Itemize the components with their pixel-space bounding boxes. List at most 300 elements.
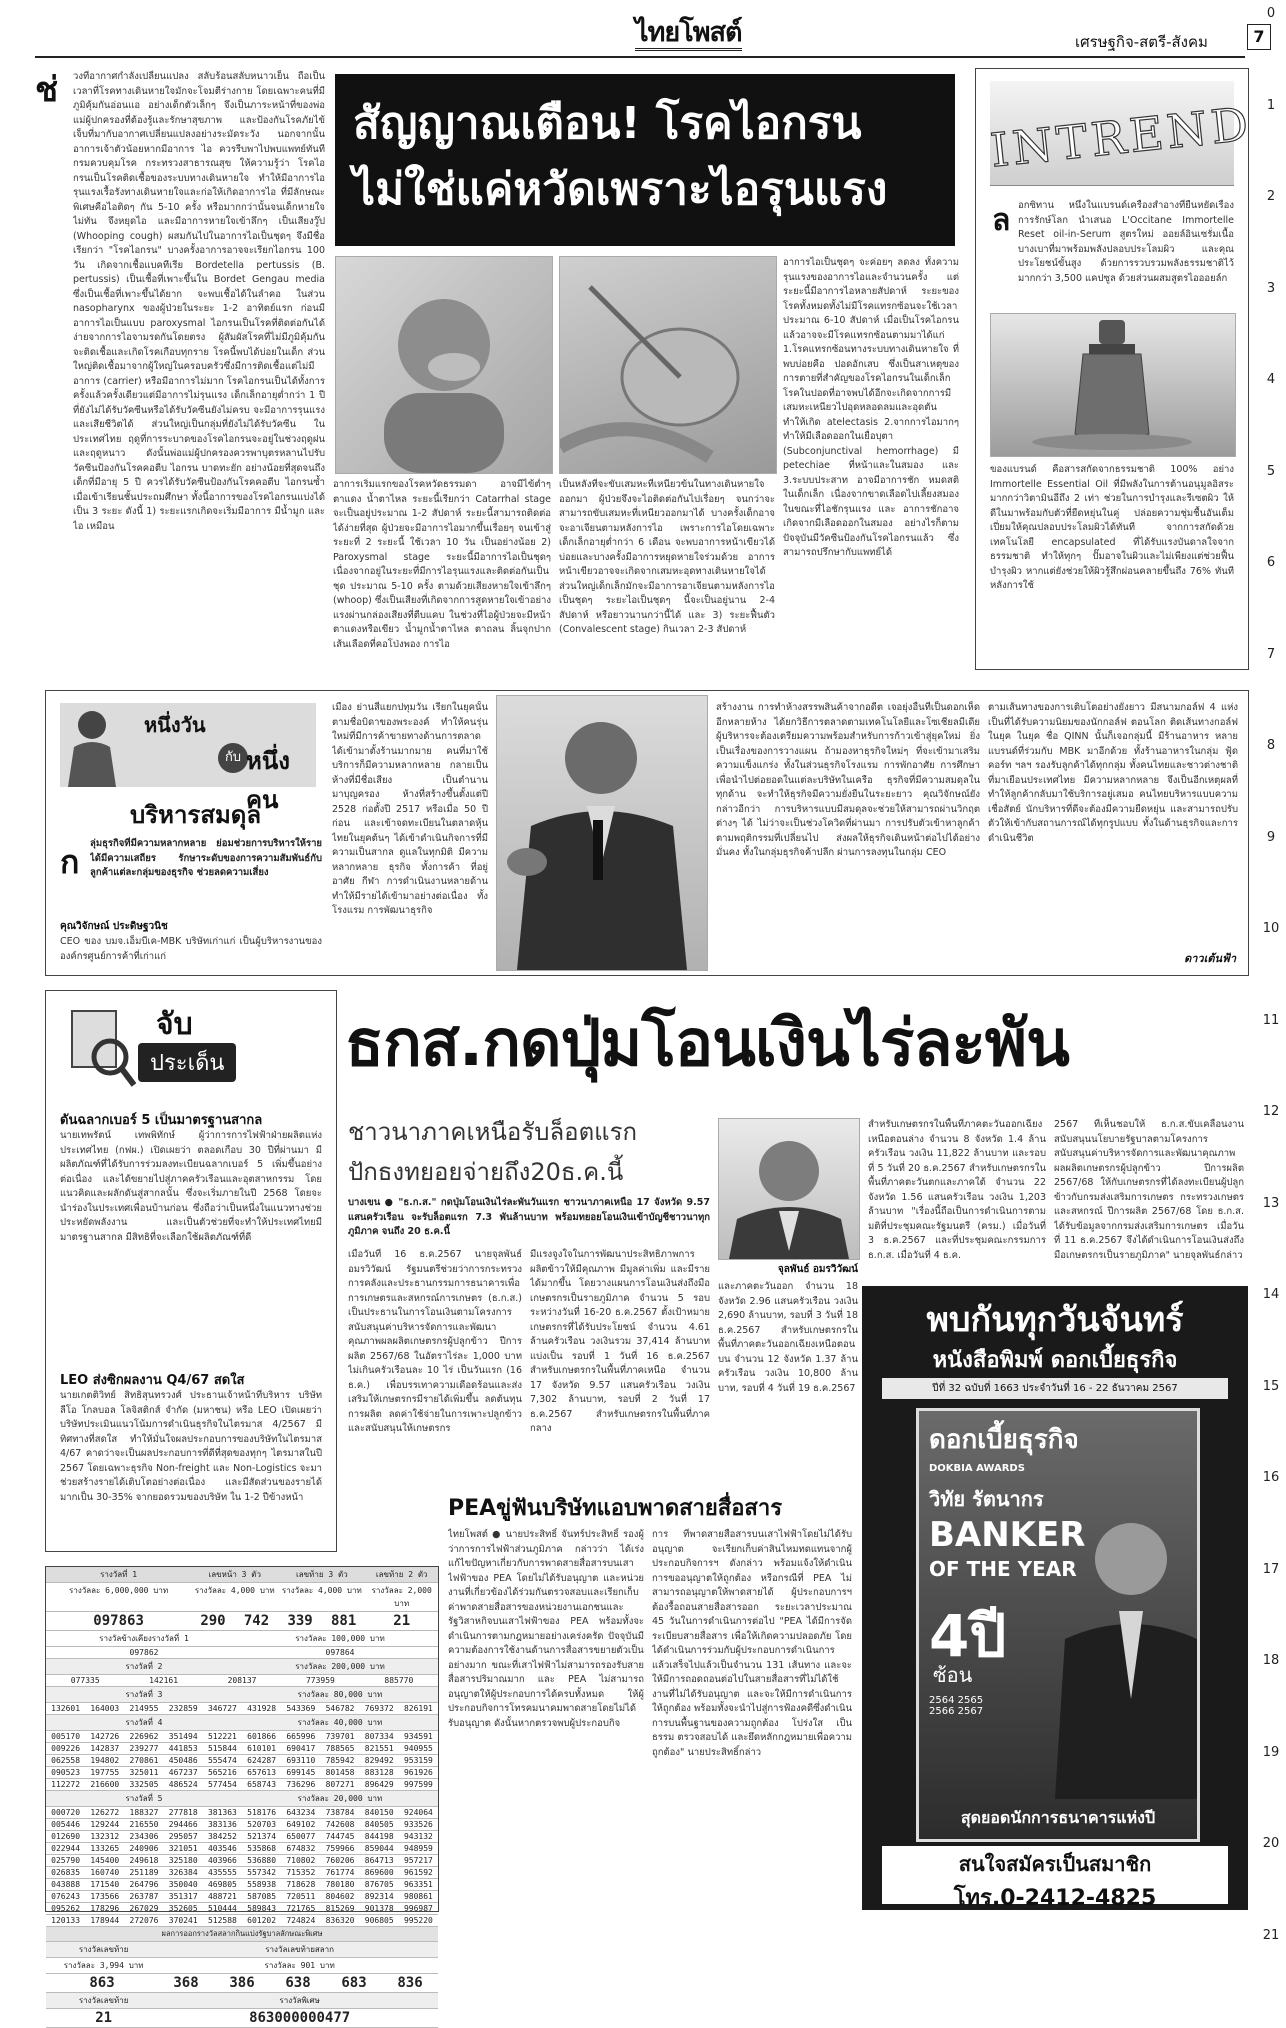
- ad-title: พบกันทุกวันจันทร์: [926, 1300, 1184, 1340]
- lottery-cell: 864713: [364, 1856, 394, 1865]
- lottery-row: [46, 1779, 438, 1791]
- health-headline-line2: ไม่ใช่แค่หวัดเพราะไอรุนแรง: [353, 164, 888, 215]
- admin-col2: สร้างงาน การทำห้างสรรพสินค้าจากอดีต เจอยุ่งอื่นที่เป็นดอกเห็ดอีกหลายห้าง ได้ยกวิธีการตลาดตามเทคโนโลยีและโซเชียลมีเดีย ผู้บริหารจะต้องเตรียมความพร้อมสำหรับการก้าวเข้าสู่ยุคใหม่ ยิ่งเป็นเรื่องของการวางแผน ถ้ามองหาธุรกิจใหม่ๆ ที่จะเข้ามาเสริมความแข็งแกร่ง ทั้งในส่วนธุรกิจโรงแรม การพักอาศัย การศึกษา เพื่อนำไปต่อยอดในแต่ละบริษัทในเครือ ธุรกิจที่มีความสมดุลในทุกด้าน จะทำให้ธุรกิจมีความยั่งยืนในระยะยาว คุณวิจักษณ์ยังกล่าวอีกว่า การบริหารแบบมีสมดุลจะช่วยให้สามารถผ่านวิกฤตต่างๆ ได้ ไม่ว่าจะเป็นช่วงโควิดที่ผ่านมา การปรับตัวเข้าหาลูกค้า ตามพฤติกรรมที่เปลี่ยนไป ส่งผลให้ธุรกิจเดินหน้าต่อไปได้อย่างมั่นคง ทั้งในกลุ่มธุรกิจค้าปลีก ผ่านการลงทุนในกลุ่ม CEO: [716, 702, 980, 858]
- lottery-cell: 090523: [51, 1768, 81, 1777]
- lottery-cell: 995220: [403, 1916, 433, 1925]
- health-headline-line1: สัญญาณเตือน! โรคไอกรน: [353, 98, 862, 149]
- lottery-cell: เลขท้าย 3 ตัว: [296, 1570, 348, 1579]
- admin-logo-mid: กับ: [218, 743, 248, 773]
- lottery-cell: 263787: [129, 1892, 159, 1901]
- lottery-cell: รางวัลละ 6,000,000 บาท: [69, 1586, 169, 1595]
- lottery-cell: 863: [89, 1975, 115, 1991]
- case-item2-title: LEO ส่งซิกผลงาน Q4/67 สดใส: [60, 1373, 245, 1388]
- lottery-cell: 062558: [51, 1756, 81, 1765]
- lottery-cell: 145400: [90, 1856, 120, 1865]
- lottery-cell: เลขท้าย 2 ตัว: [375, 1570, 428, 1579]
- case-item1-title: ดันฉลากเบอร์ 5 เป็นมาตรฐานสากล: [60, 1113, 263, 1128]
- lottery-cell: 384252: [207, 1832, 237, 1841]
- lottery-cell: 277818: [168, 1808, 198, 1817]
- lottery-cell: 996987: [403, 1904, 433, 1913]
- lottery-cell: รางวัลละ 901 บาท: [264, 1961, 335, 1970]
- lottery-cell: รางวัลเลขท้าย: [78, 1945, 129, 1954]
- lottery-winning-number: 290: [200, 1613, 226, 1629]
- lottery-cell: 761774: [325, 1868, 355, 1877]
- lottery-cell: 773959: [305, 1676, 335, 1685]
- lottery-cell: รางวัลที่ 3: [125, 1690, 163, 1699]
- lottery-cell: 005446: [51, 1820, 81, 1829]
- lottery-cell: 132601: [51, 1704, 81, 1713]
- lottery-row: [46, 1687, 438, 1703]
- lottery-cell: 650077: [286, 1832, 316, 1841]
- lottery-cell: 270861: [129, 1756, 159, 1765]
- ruler-mark: 3: [1266, 280, 1276, 296]
- lottery-row: [46, 1647, 438, 1659]
- lottery-cell: 216600: [90, 1780, 120, 1789]
- lottery-cell: 840150: [364, 1808, 394, 1817]
- lottery-cell: 512588: [207, 1916, 237, 1925]
- lottery-row: [46, 1791, 438, 1807]
- lottery-cell: 892314: [364, 1892, 394, 1901]
- lottery-cell: 589843: [247, 1904, 277, 1913]
- lottery-cell: 171540: [90, 1880, 120, 1889]
- lottery-row: [46, 1767, 438, 1779]
- intrend-logo-band: [987, 81, 1255, 186]
- lottery-cell: รางวัลละ 40,000 บาท: [297, 1718, 383, 1727]
- lottery-row: [46, 1974, 438, 1993]
- intrend-text-top: อกซิทาน หนึ่งในแบรนด์เครื่องสำอางที่ยืนหยัดเรื่องการรักษ์โลก นำเสนอ L'Occitane Immortelle Reset oil-in-Serum สูตรใหม่ ออยล์อินเซรั่มเนื้อบางเบาที่มาพร้อมพลังปลอบประโลมผิว และคุณประโยชน์ขั้นสูง ด้วยการรวบรวมพลังธรรมชาติไว้มากกว่า 3,500 แคปซูล ด้วยส่วนผสมสูตรไอออยล์ก: [1018, 200, 1234, 284]
- case-logo-bottom: ประเด็น: [138, 1043, 236, 1082]
- masthead: [35, 17, 1265, 58]
- case-item2-text: นายเกตติวิทย์ สิทธิสุนทรวงศ์ ประธานเจ้าหน้าที่บริหาร บริษัท ลีโอ โกลบอล โลจิสติกส์ จำกัด (มหาชน) หรือ LEO เปิดเผยว่า บริษัทประเมินแนวโน้มการดำเนินธุรกิจในไตรมาส 4/2567 มีทิศทางที่สดใส ทำให้มั่นใจผลประกอบการของบริษัทในไตรมาส 4/67 คาดว่าจะเป็นผลประกอบการที่ดีที่สุดของทุกๆ ไตรมาสในปี 2567 โดยเฉพาะธุรกิจ Non-freight และ Non-Logistics จะมาช่วยสร้างรายได้เติบโตอย่างต่อเนื่อง และมีสัดส่วนของรายได้มากเป็น 30-35% จากยอดรวมของบริษัท ใน 1-2 ปีข้างหน้า: [60, 1390, 322, 1503]
- lottery-cell: 120133: [51, 1916, 81, 1925]
- admin-col3: ตามเส้นทางของการเติบโตอย่างยั่งยาว มีสนามกอล์ฟ 4 แห่ง เป็นที่ได้รับความนิยมของนักกอล์ฟ ตอนโลก ติดเส้นทางกอล์ฟในยุค ในยุค ชื่อ QINN นั้นก็เจอกลุ่มนี้ มีร้านอาหาร หลายแบรนด์ที่ร่วมกับ MBK มาอีกด้วย ทั้งร้านอาหารในกลุ่ม ฟู้ดคอร์ท ฯลฯ รองรับลูกค้าได้ทุกกลุ่ม ทั้งคนไทยและชาวต่างชาติ ที่มาเยือนประเทศไทย มีความหลากหลาย จึงเป็นอีกเหตุผลที่ทำให้ลูกค้ากลับมาใช้บริการอยู่เสมอ คนไทยบริหารแบบความเชื่อสัตย์ นักบริหารที่ดีจะต้องมีความยืดหยุ่น และสามารถปรับตัวให้เข้ากับสถานการณ์ได้ทุกรูปแบบ ทั้งในด้านธุรกิจและการดำเนินชีวิต: [988, 702, 1238, 844]
- health-col2: อาการเริ่มแรกของโรคหวัดธรรมดา อาจมีไข้ต่ำๆ ตาแดง น้ำตาไหล ระยะนี้เรียกว่า Catarrhal stage จะเป็นอยู่ประมาณ 1-2 สัปดาห์ ระยะนี้สามารถติดต่อได้ง่ายที่สุด ผู้ป่วยจะมีอาการไอมากขึ้นเรื่อยๆ จนเข้าสู่ระยะที่ 2 ระยะนี้ ใช้เวลา 10 วัน เป็นอย่างน้อย 2) Paroxysmal stage ระยะนี้มีอาการไอเป็นชุดๆ เนื่องจากอยู่ในระยะที่มีการไอรุนแรงและติดต่อกันเป็นชุด ประมาณ 5-10 ครั้ง ตามด้วยเสียงหายใจเข้าลึกๆ (whoop) ซึ่งเป็นเสียงที่เกิดจากการสูดหายใจเข้าอย่างแรงผ่านกล่องเสียงที่ตีบแคบ ในช่วงที่ไอผู้ป่วยจะมีหน้าตาแดงหรือเขียว น้ำมูกน้ำตาไหล ตาถลน ลิ้นจุกปาก เส้นเลือดที่คอโป่งพอง การไอ: [333, 479, 551, 650]
- lottery-cell: 693110: [286, 1756, 316, 1765]
- lottery-cell: 232859: [168, 1704, 198, 1713]
- admin-drop-cap: ก: [60, 843, 80, 881]
- cover-sub: ซ้อน: [933, 1663, 973, 1687]
- ad-cta-box[interactable]: [882, 1846, 1228, 1911]
- lottery-cell: 469805: [207, 1880, 237, 1889]
- cover-headline2: OF THE YEAR: [929, 1557, 1077, 1581]
- lottery-row: [46, 1583, 438, 1612]
- health-col3: เป็นหลังที่จะขับเสมหะที่เหนียวข้นในทางเดินหายใจออกมา ผู้ป่วยจึงจะไอติดต่อกันไปเรื่อยๆ จนกว่าจะสามารถขับเสมหะที่เหนียวออกมาได้ บางครั้งเด็กอาจจะอาเจียนตามหลังการไอ เพราะการไอโดยเฉพาะเด็กเล็กอายุต่ำกว่า 6 เดือน จะพบอาการหน้าเขียวได้บ่อยและบางครั้งมีอาการหยุดหายใจร่วมด้วย อาการหน้าเขียวอาจจะเกิดจากเสมหะอุดทางเดินหายใจได้ ส่วนใหญ่เด็กเล็กมักจะมีอาการอาเจียนตามหลังการไอเป็นชุดๆ ระยะไอเป็นชุดๆ นี้จะเป็นอยู่นาน 2-4 สัปดาห์ หรือยาวนานกว่านี้ได้ และ 3) ระยะฟื้นตัว (Convalescent stage) กินเวลา 2-3 สัปดาห์: [559, 479, 775, 635]
- nebulizer-mask-icon: [560, 257, 776, 473]
- lottery-cell: 21: [95, 2010, 113, 2026]
- newspaper-logo: ไทยโพสต์: [635, 18, 742, 51]
- lottery-cell: 885770: [384, 1676, 414, 1685]
- intrend-drop-cap: ล: [992, 203, 1011, 238]
- lottery-cell: รางวัลละ 200,000 บาท: [295, 1662, 385, 1671]
- lottery-cell: 431928: [247, 1704, 277, 1713]
- lottery-cell: 699145: [286, 1768, 316, 1777]
- lottery-cell: 214955: [129, 1704, 159, 1713]
- dokbia-ad[interactable]: [862, 1286, 1248, 1910]
- lottery-cell: 142837: [90, 1744, 120, 1753]
- serum-bottle-icon: [991, 314, 1235, 456]
- admin-intro: CEO ของ บมจ.เอ็มบีเค-MBK บริษัทเก่าแก่ เป็นผู้บริหารงานขององค์กรศูนย์การค้าที่เก่าแก่: [60, 936, 322, 962]
- lottery-cell: 963351: [403, 1880, 433, 1889]
- lottery-cell: 901378: [364, 1904, 394, 1913]
- lottery-main-row: [46, 1612, 438, 1631]
- lottery-cell: 785942: [325, 1756, 355, 1765]
- lottery-cell: 352605: [168, 1904, 198, 1913]
- health-article: [35, 68, 965, 736]
- lottery-cell: 076243: [51, 1892, 81, 1901]
- lottery-cell: 657613: [247, 1768, 277, 1777]
- lottery-winning-number: 21: [393, 1613, 411, 1629]
- lottery-cell: 112272: [51, 1780, 81, 1789]
- ruler-mark: 17: [1262, 1561, 1280, 1577]
- lottery-cell: 546782: [325, 1704, 355, 1713]
- lottery-cell: 961926: [403, 1768, 433, 1777]
- lottery-cell: 009226: [51, 1744, 81, 1753]
- lottery-cell: 251189: [129, 1868, 159, 1877]
- ruler-mark: 7: [1266, 646, 1276, 662]
- admin-logo-top: หนึ่งวัน: [144, 713, 206, 737]
- ruler-mark: 1: [1266, 97, 1276, 113]
- lottery-cell: 807271: [325, 1780, 355, 1789]
- lottery-cell: 815269: [325, 1904, 355, 1913]
- lottery-cell: 690417: [286, 1744, 316, 1753]
- lottery-row: [46, 1659, 438, 1675]
- lottery-cell: 178296: [90, 1904, 120, 1913]
- lottery-row: [46, 1903, 438, 1915]
- lottery-cell: 097864: [325, 1648, 355, 1657]
- lottery-cell: รางวัลข้างเคียงรางวัลที่ 1: [99, 1634, 189, 1643]
- lottery-cell: 234306: [129, 1832, 159, 1841]
- portrait-man-icon: [719, 1119, 859, 1259]
- lottery-row: [46, 1743, 438, 1755]
- speaker-with-microphone-icon: [497, 696, 707, 970]
- ruler-mark: 18: [1262, 1653, 1280, 1668]
- lottery-cell: 555474: [207, 1756, 237, 1765]
- lottery-cell: 721765: [286, 1904, 316, 1913]
- lottery-cell: 840505: [364, 1820, 394, 1829]
- ruler-mark: 10: [1262, 921, 1280, 936]
- ruler-mark: 15: [1262, 1378, 1280, 1394]
- cover-footer: สุดยอดนักการธนาคารแห่งปี: [960, 1808, 1156, 1827]
- lottery-row: [46, 1675, 438, 1687]
- lottery-cell: 826191: [403, 1704, 433, 1713]
- lottery-cell: 557342: [247, 1868, 277, 1877]
- lottery-winning-number: 881: [331, 1613, 357, 1629]
- cover-big-years: 4ปี: [929, 1602, 1007, 1670]
- lottery-cell: 381363: [207, 1808, 237, 1817]
- lottery-cell: 780180: [325, 1880, 355, 1889]
- baac-col5: 2567 ที่เห็นชอบให้ ธ.ก.ส.ขับเคลื่อนงานสนับสนุนนโยบายรัฐบาลตามโครงการสนับสนุนค่าบริหารจัดการและพัฒนาคุณภาพผลผลิตเกษตรกรผู้ปลูกข้าว ปีการผลิต 2567/68 ให้กับเกษตรกรที่ได้ลงทะเบียนผู้ปลูกข้าวกับกรมส่งเสริมการเกษตร กระทรวงเกษตรและสหกรณ์ ปีการผลิต 2567/68 โดย ธ.ก.ส. ได้รับข้อมูลจากกรมส่งเสริมการเกษตร เมื่อวันที่ 11 ธ.ค.2567 จึงได้ดำเนินการโอนเงินส่งถึงมือเกษตรกรเป็นรายภูมิภาค" นายจุลพันธ์กล่าว: [1054, 1119, 1244, 1261]
- ruler-mark: 20: [1262, 1836, 1280, 1851]
- baac-col3: และภาคตะวันออก จำนวน 18 จังหวัด 2.96 แสนครัวเรือน วงเงิน 2,690 ล้านบาท, รอบที่ 3 วันที่ 18 ธ.ค.2567 สำหรับเกษตรกรในพื้นที่ภาคตะวันออกเฉียงเหนือตอนบน จำนวน 12 จังหวัด 1.37 ล้านครัวเรือน วงเงิน 10,800 ล้านบาท, รอบที่ 4 วันที่ 19 ธ.ค.2567: [718, 1281, 858, 1394]
- baac-lead: บางเขน ● "ธ.ก.ส." กดปุ่มโอนเงินไร่ละพันวันแรก ชาวนาภาคเหนือ 17 จังหวัด 9.57 แสนครัวเรือน จะรับล็อตแรก 7.3 พันล้านบาท พร้อมทยอยโอนเงินเข้าบัญชีชาวนาทุกภูมิภาค จนถึง 20 ธ.ค.นี้: [348, 1197, 710, 1237]
- ad-subtitle: หนังสือพิมพ์ ดอกเบี้ยธุรกิจ: [932, 1348, 1178, 1373]
- lottery-cell: 863000000477: [249, 2010, 351, 2026]
- lottery-cell: รางวัลที่ 1: [100, 1570, 138, 1579]
- lottery-cell: 948959: [403, 1844, 433, 1853]
- lottery-cell: 383136: [207, 1820, 237, 1829]
- magnifier-notepad-icon: [66, 1001, 136, 1091]
- lottery-cell: รางวัลที่ 2: [125, 1662, 163, 1671]
- lottery-cell: 351317: [168, 1892, 198, 1901]
- admin-lead: ลุ่มธุรกิจที่มีความหลากหลาย ย่อมช่วยการบริหารให้รายได้มีความเสถียร รักษาระดับของการความสัมพันธ์กับลูกค้าแต่ละกลุ่มของธุรกิจ ช่วยลดความเสี่ยง: [90, 838, 322, 878]
- lottery-cell: 160740: [90, 1868, 120, 1877]
- lottery-cell: 129244: [90, 1820, 120, 1829]
- lottery-cell: 272076: [129, 1916, 159, 1925]
- ruler-mark: 0: [1266, 6, 1276, 21]
- lottery-cell: 386: [229, 1975, 255, 1991]
- pea-col1: ไทยโพสต์ ● นายประสิทธิ์ จันทร์ประสิทธิ์ รองผู้ว่าการการไฟฟ้าส่วนภูมิภาค กล่าวว่า ได้เร่งแก้ไขปัญหาเกี่ยวกับการพาดสายสื่อสารบนเสาไฟฟ้าของ PEA โดยไม่ได้รับอนุญาต และหน่วยงานที่เกี่ยวข้องได้ร่วมกันตรวจสอบและเรียกเก็บค่าพาดสายสื่อสารของหน่วยงานเอกชนและรัฐวิสาหกิจบนเสาไฟฟ้าของ PEA พร้อมทั้งจะดำเนินการตามกฎหมายอย่างเคร่งครัด ปัจจุบันมีความต้องการใช้งานด้านการสื่อสารขยายตัวเป็นอย่างมาก ขณะที่เสาไฟฟ้าไม่สามารถรองรับสายสื่อสารปริมาณมาก และ PEA ไม่สามารถอนุญาตให้ผู้ประกอบการได้ครบทั้งหมด ให้ผู้ประกอบกิจการโทรคมนาคมพาดสายโดยไม่ได้รับอนุญาต ดังนั้นหากตรวจพบผู้ประกอบกิจ: [448, 1529, 644, 1729]
- lottery-cell: 226962: [129, 1732, 159, 1741]
- lottery-cell: 836320: [325, 1916, 355, 1925]
- lottery-cell: 587085: [247, 1892, 277, 1901]
- health-drop-cap: ช่: [35, 70, 59, 110]
- banker-portrait-icon: [1047, 1499, 1197, 1799]
- lottery-cell: 012690: [51, 1832, 81, 1841]
- baac-col1: เมื่อวันที่ 16 ธ.ค.2567 นายจุลพันธ์ อมรวิวัฒน์ รัฐมนตรีช่วยว่าการกระทรวงการคลังและประธานกรรมการธนาคารเพื่อการเกษตรและสหกรณ์การเกษตร (ธ.ก.ส.) เป็นประธานในการโอนเงินตามโครงการสนับสนุนค่าบริหารจัดการและพัฒนาคุณภาพผลผลิตเกษตรกรผู้ปลูกข้าว ปีการผลิต 2567/68 ในอัตราไร่ละ 1,000 บาท ไม่เกินครัวเรือนละ 10 ไร่ เป็นวันแรก (16 ธ.ค.) เพื่อบรรเทาความเดือดร้อนและส่งเสริมให้เกษตรกรมีรายได้เพิ่มขึ้น ลดต้นทุนการผลิต ลดค่าใช้จ่ายในการเพาะปลูกข้าว และสนับสนุนให้เกษตรกร: [348, 1249, 522, 1434]
- page-number: 7: [1247, 24, 1271, 50]
- lottery-cell: 132312: [90, 1832, 120, 1841]
- lottery-cell: 403546: [207, 1844, 237, 1853]
- lottery-cell: 512221: [207, 1732, 237, 1741]
- lottery-cell: เลขหน้า 3 ตัว: [208, 1570, 261, 1579]
- lottery-row: [46, 1715, 438, 1731]
- lottery-cell: 674832: [286, 1844, 316, 1853]
- lottery-cell: 368: [173, 1975, 199, 1991]
- lottery-cell: 943132: [403, 1832, 433, 1841]
- lottery-cell: 801458: [325, 1768, 355, 1777]
- lottery-cell: รางวัลละ 4,000 บาท: [194, 1586, 275, 1595]
- lottery-cell: 321051: [168, 1844, 198, 1853]
- lottery-cell: รางวัลละ 80,000 บาท: [297, 1690, 383, 1699]
- ruler-mark: 2: [1266, 189, 1276, 204]
- lottery-winning-number: 097863: [93, 1613, 144, 1629]
- lottery-cell: 208137: [227, 1676, 257, 1685]
- lottery-row: [46, 1631, 438, 1647]
- lottery-row: [46, 1993, 438, 2009]
- lottery-cell: 738784: [325, 1808, 355, 1817]
- lottery-cell: 924064: [403, 1808, 433, 1817]
- lottery-cell: 577454: [207, 1780, 237, 1789]
- health-headline-box: [335, 74, 955, 246]
- jullapan-portrait-photo: [718, 1118, 860, 1260]
- lottery-cell: 980861: [403, 1892, 433, 1901]
- case-item1-text: นายเทพรัตน์ เทพพิทักษ์ ผู้ว่าการการไฟฟ้าฝ่ายผลิตแห่งประเทศไทย (กฟผ.) เปิดเผยว่า ตลอดเกือบ 30 ปีที่ผ่านมา มีผลิตภัณฑ์ที่ได้รับการร่วมลงทะเบียนฉลากเบอร์ 5 เพิ่มขึ้นอย่างต่อเนื่อง และได้ขยายไปสู่ภาคครัวเรือนและอุตสาหกรรม โดยแนวคิดและผลักดันสู่สากลนั้น ซึ่งจะเริ่มภายในปี 2568 โดยจะนำร่องในประเทศเพื่อนบ้านก่อน ซึ่งถือว่าเป็นหนึ่งในแนวทางช่วยประหยัดพลังงาน และเป็นตัวช่วยที่จะทำให้ประเทศไทยมีมาตรฐานสากล มีสิทธิที่จะเลือกใช้ผลิตภัณฑ์ที่ดี: [60, 1130, 322, 1243]
- lottery-cell: 188327: [129, 1808, 159, 1817]
- lottery-cell: 957217: [403, 1856, 433, 1865]
- lottery-cell: รางวัลละ 4,000 บาท: [281, 1586, 362, 1595]
- cover-headline1: BANKER: [929, 1515, 1086, 1555]
- baac-sub-line1: ชาวนาภาคเหนือรับล็อตแรก: [348, 1118, 638, 1146]
- lottery-row: [46, 1915, 438, 1927]
- ruler-mark: 8: [1266, 738, 1276, 753]
- lottery-cell: 739701: [325, 1732, 355, 1741]
- ruler-mark: 13: [1262, 1195, 1280, 1211]
- section-name: เศรษฐกิจ-สตรี-สังคม: [1075, 33, 1208, 51]
- lottery-cell: 486524: [168, 1780, 198, 1789]
- lottery-cell: 370241: [168, 1916, 198, 1925]
- lottery-cell: รางวัลละ 100,000 บาท: [295, 1634, 385, 1643]
- lottery-cell: 178944: [90, 1916, 120, 1925]
- lottery-cell: 869600: [364, 1868, 394, 1877]
- lottery-cell: รางวัลที่ 5: [125, 1794, 163, 1803]
- lottery-cell: 683: [341, 1975, 367, 1991]
- lottery-cell: 807334: [364, 1732, 394, 1741]
- lottery-cell: รางวัลละ 2,000 บาท: [371, 1586, 432, 1608]
- lottery-row: [46, 1958, 438, 1974]
- cover-name: วิทัย รัตนากร: [929, 1487, 1044, 1511]
- lottery-cell: 658743: [247, 1780, 277, 1789]
- lottery-cell: 467237: [168, 1768, 198, 1777]
- lottery-cell: 435555: [207, 1868, 237, 1877]
- lottery-cell: 759966: [325, 1844, 355, 1853]
- nebulizer-photo: [559, 256, 777, 474]
- lottery-row: [46, 1843, 438, 1855]
- lottery-cell: 239277: [129, 1744, 159, 1753]
- admin-author: ดาวเต้นฟ้า: [1184, 952, 1236, 965]
- lottery-cell: รางวัลพิเศษ: [279, 1996, 320, 2005]
- lottery-cell: 346727: [207, 1704, 237, 1713]
- lottery-cell: 933526: [403, 1820, 433, 1829]
- lottery-cell: 804602: [325, 1892, 355, 1901]
- ruler-mark: 5: [1266, 463, 1276, 479]
- lottery-cell: 961592: [403, 1868, 433, 1877]
- pea-col2: การ ที่พาดสายสื่อสารบนเสาไฟฟ้าโดยไม่ได้รับอนุญาต จะเรียกเก็บค่าสินไหมทดแทนจากผู้ประกอบกิจการฯ ดังกล่าว พร้อมแจ้งให้ดำเนินการขออนุญาตให้ถูกต้อง หรือกรณีที่ PEA ไม่สามารถอนุญาตให้พาดสายได้ ผู้ประกอบการฯ ต้องรื้อถอนสายสื่อสารออก ระยะเวลาประมาณ 45 วันในการดำเนินการต่อไป "PEA ได้มีการจัดระเบียบสายสื่อสาร เพื่อให้เกิดความปลอดภัย โดยได้ดำเนินการร่วมกับผู้ประกอบการดำเนินการแล้วเสร็จไปแล้วเป็นจำนวน 131 เส้นทาง และจะให้มีการถอดถอนต่อไปในสายสื่อสารที่ไม่ได้ใช้งานที่ไม่ได้รับอนุญาต และจะให้มีการดำเนินการให้ถูกต้อง พร้อมทั้งจะนำไปสู่การฟ้องคดีซึ่งดำเนินการบนพื้นฐานของความถูกต้อง โปร่งใส เป็นธรรม ตรวจสอบได้ และยึดหลักกฎหมายเพื่อความถูกต้อง" นายประสิทธิ์กล่าว: [652, 1529, 852, 1758]
- lottery-cell: รางวัลเลขท้ายสลาก: [265, 1945, 335, 1954]
- lottery-row: [46, 1855, 438, 1867]
- lottery-row: [46, 1831, 438, 1843]
- lottery-cell: 624287: [247, 1756, 277, 1765]
- child-silhouette-icon: [336, 257, 552, 473]
- lottery-cell: 821551: [364, 1744, 394, 1753]
- lottery-label: ผลการออกรางวัลสลากกินแบ่งรัฐบาลลักษณะพิเศษ: [46, 1927, 438, 1942]
- lottery-row: [46, 1942, 438, 1958]
- serum-bottle-photo: [990, 313, 1236, 457]
- lottery-cell: 295057: [168, 1832, 198, 1841]
- lottery-cell: รางวัลเลขท้าย: [78, 1996, 129, 2005]
- lottery-cell: 326384: [168, 1868, 198, 1877]
- lottery-cell: 710802: [286, 1856, 316, 1865]
- intrend-text-bottom: ของแบรนด์ คือสารสกัดจากธรรมชาติ 100% อย่าง Immortelle Essential Oil ที่มีพลังในการต้านอนุมูลอิสระมากกว่าวิตามินอีถึง 2 เท่า ช่วยในการบำรุงและรีเซตผิว ให้ดีในมาพร้อมกับตัวที่ยืดหยุ่นในคู่ ปล่อยความชุ่มชื้นอันเต็มเปี่ยมให้คุณปลอบประโลมผิวได้ทันที จากการสกัดด้วยเทคโนโลยี encapsulated ที่ได้รับแรงบันดาลใจจากธรรมชาติ ทำให้ทุกๆ ปั๊มอาจในผิวและไม่เพียงแต่ช่วยฟื้นบำรุงผิว หากแต่ยังช่วยให้ผิวรู้สึกผ่อนคลายขึ้นถึง 76% ทันทีหลังการใช้: [990, 464, 1234, 591]
- lottery-cell: 025790: [51, 1856, 81, 1865]
- page-ruler: [1256, 0, 1286, 1943]
- lottery-cell: 769372: [364, 1704, 394, 1713]
- health-col4: อาการไอเป็นชุดๆ จะค่อยๆ ลดลง ทั้งความรุนแรงของอาการไอและจำนวนครั้ง แต่ระยะนี้มีอาการไอหลายสัปดาห์ ระยะของโรคทั้งหมดทั้งไม่มีโรคแทรกซ้อนจะใช้เวลาประมาณ 6-10 สัปดาห์ เมื่อเป็นโรคไอกรนแล้วอาจจะมีโรคแทรกซ้อนตามมาได้แก่ 1.โรคแทรกซ้อนทางระบบทางเดินหายใจ ที่พบบ่อยคือ ปอดอักเสบ ซึ่งเป็นสาเหตุของการตายที่สำคัญของโรคไอกรนในเด็กเล็ก โรคในปอดที่อาจพบได้อีกจะเกิดจากการมีเสมหะเหนียวไปอุดหลอดลมและอุดตัน ทำให้เกิด atelectasis 2.จากการไอมากๆ ทำให้มีเลือดออกในเยื่อบุตา (Subconjunctival hemorrhage) มี petechiae ที่หน้าและในสมอง และ 3.ระบบประสาท อาจมีอาการชัก หมดสติ ในเด็กเล็ก เนื่องจากขาดเลือดไปเลี้ยงสมองในขณะที่ไอชักรุนแรง และ อาการชักอาจเกิดจากมีเลือดออกในสมอง อย่างไรก็ตาม ปัจจุบันมีวัคซีนป้องกันโรคไอกรนแล้ว ซึ่งสามารถปรึกษากับแพทย์ได้: [783, 257, 959, 558]
- baac-col2: มีแรงจูงใจในการพัฒนาประสิทธิภาพการผลิตข้าวให้มีคุณภาพ มีมูลค่าเพิ่ม และมีรายได้มากขึ้น โดยวางแผนการโอนเงินส่งถึงมือเกษตรกรเป็นรายภูมิภาค จำนวน 5 รอบ ระหว่างวันที่ 16-20 ธ.ค.2567 ตั้งเป้าหมายเกษตรกรที่ได้รับประโยชน์ จำนวน 4.61 ล้านครัวเรือน วงเงินรวม 37,414 ล้านบาท แบ่งเป็น รอบที่ 1 วันที่ 16 ธ.ค.2567 สำหรับเกษตรกรในพื้นที่ภาคเหนือ จำนวน 17 จังหวัด 9.57 แสนครัวเรือน วงเงิน 7,302 ล้านบาท, รอบที่ 2 วันที่ 17 ธ.ค.2567 สำหรับเกษตรกรในพื้นที่ภาคกลาง: [530, 1249, 710, 1434]
- lottery-cell: 173566: [90, 1892, 120, 1901]
- ruler-mark: 6: [1266, 555, 1276, 570]
- lottery-cell: 026835: [51, 1868, 81, 1877]
- lottery-cell: 043888: [51, 1880, 81, 1889]
- intrend-box: [975, 68, 1255, 670]
- case-column-box: [45, 990, 337, 1552]
- lottery-cell: 520703: [247, 1820, 277, 1829]
- lottery-cell: 610101: [247, 1744, 277, 1753]
- cover-years: 2564 2565 2566 2567: [929, 1695, 984, 1717]
- lottery-cell: 906805: [364, 1916, 394, 1925]
- lottery-row: [46, 1867, 438, 1879]
- lottery-cell: 638: [285, 1975, 311, 1991]
- lottery-cell: 742608: [325, 1820, 355, 1829]
- jullapan-caption: จุลพันธ์ อมรวิวัฒน์: [777, 1264, 858, 1275]
- lottery-cell: 876705: [364, 1880, 394, 1889]
- lottery-row: [46, 1755, 438, 1767]
- lottery-cell: 332505: [129, 1780, 159, 1789]
- lottery-cell: 216550: [129, 1820, 159, 1829]
- lottery-row: [46, 1879, 438, 1891]
- lottery-cell: 133265: [90, 1844, 120, 1853]
- lottery-cell: 142726: [90, 1732, 120, 1741]
- lottery-cell: 760206: [325, 1856, 355, 1865]
- intrend-logo: INTREND: [987, 96, 1255, 178]
- ruler-mark: 12: [1262, 1104, 1280, 1119]
- case-logo: [60, 1001, 322, 1091]
- lottery-winning-number: 742: [243, 1613, 270, 1629]
- lottery-cell: 164003: [90, 1704, 120, 1713]
- lottery-cell: 267029: [129, 1904, 159, 1913]
- admin-title: บริหารสมดุล: [130, 801, 262, 829]
- lottery-cell: 601202: [247, 1916, 277, 1925]
- lottery-cell: 194802: [90, 1756, 120, 1765]
- child-coughing-photo: [335, 256, 553, 474]
- lottery-cell: 005170: [51, 1732, 81, 1741]
- lottery-cell: 601866: [247, 1732, 277, 1741]
- lottery-cell: 325011: [129, 1768, 159, 1777]
- lottery-cell: 325180: [168, 1856, 198, 1865]
- lottery-cell: 829492: [364, 1756, 394, 1765]
- lottery-cell: รางวัลที่ 4: [125, 1718, 163, 1727]
- admin-column-box: [45, 690, 1249, 976]
- lottery-cell: 649102: [286, 1820, 316, 1829]
- ruler-mark: 16: [1262, 1470, 1280, 1485]
- lottery-row: [46, 1891, 438, 1903]
- baac-col4: สำหรับเกษตรกรในพื้นที่ภาคตะวันออกเฉียงเหนือตอนล่าง จำนวน 8 จังหวัด 1.4 ล้านครัวเรือน วงเงิน 11,822 ล้านบาท และรอบที่ 5 วันที่ 20 ธ.ค.2567 สำหรับเกษตรกรในพื้นที่ภาคตะวันตกและภาคใต้ จำนวน 22 จังหวัด 1.56 แสนครัวเรือน วงเงิน 1,203 ล้านบาท "เรื่องนี้ถือเป็นการดำเนินการตามมติที่ประชุมคณะรัฐมนตรี (ครม.) เมื่อวันที่ 3 ธ.ค.2567 และที่ประชุมคณะกรรมการ ธ.ก.ส. เมื่อวันที่ 4 ธ.ค.: [868, 1119, 1046, 1261]
- lottery-cell: 022944: [51, 1844, 81, 1853]
- admin-logo: [60, 703, 316, 814]
- ad-cover: [916, 1408, 1200, 1842]
- lottery-row: [46, 2009, 438, 2028]
- pea-headline: PEAขู่ฟันบริษัทแอบพาดสายสื่อสาร: [448, 1496, 783, 1521]
- lottery-cell: 264796: [129, 1880, 159, 1889]
- lottery-cell: 736296: [286, 1780, 316, 1789]
- baac-sub-line2: ปักธงทยอยจ่ายถึง20ธ.ค.นี้: [348, 1158, 624, 1186]
- lottery-cell: 126272: [90, 1808, 120, 1817]
- lottery-cell: 095262: [51, 1904, 81, 1913]
- lottery-cell: 000720: [51, 1808, 81, 1817]
- lottery-winning-number: 339: [287, 1613, 313, 1629]
- lottery-cell: รางวัลละ 3,994 บาท: [63, 1961, 144, 1970]
- lottery-cell: 077335: [70, 1676, 100, 1685]
- lottery-cell: 403966: [207, 1856, 237, 1865]
- ruler-mark: 9: [1266, 829, 1276, 845]
- lottery-cell: 744745: [325, 1832, 355, 1841]
- baac-headline: ธกส.กดปุ่มโอนเงินไร่ละพัน: [345, 1007, 1069, 1081]
- lottery-cell: 934591: [403, 1732, 433, 1741]
- lottery-cell: 836: [397, 1975, 423, 1991]
- lottery-cell: 997599: [403, 1780, 433, 1789]
- lottery-row: [46, 1703, 438, 1715]
- lottery-cell: 521374: [247, 1832, 277, 1841]
- lottery-cell: 350040: [168, 1880, 198, 1889]
- admin-byline: คุณวิจักษณ์ ประดิษฐวนิช: [60, 921, 168, 932]
- lottery-cell: 543369: [286, 1704, 316, 1713]
- case-logo-top: จับ: [156, 1007, 193, 1042]
- ad-issue: ปีที่ 32 ฉบับที่ 1663 ประจำวันที่ 16 - 22 ธันวาคม 2567: [882, 1378, 1228, 1399]
- ruler-mark: 4: [1266, 372, 1276, 387]
- lottery-cell: 240906: [129, 1844, 159, 1853]
- lottery-cell: 896429: [364, 1780, 394, 1789]
- lottery-cell: 197755: [90, 1768, 120, 1777]
- lottery-cell: 535868: [247, 1844, 277, 1853]
